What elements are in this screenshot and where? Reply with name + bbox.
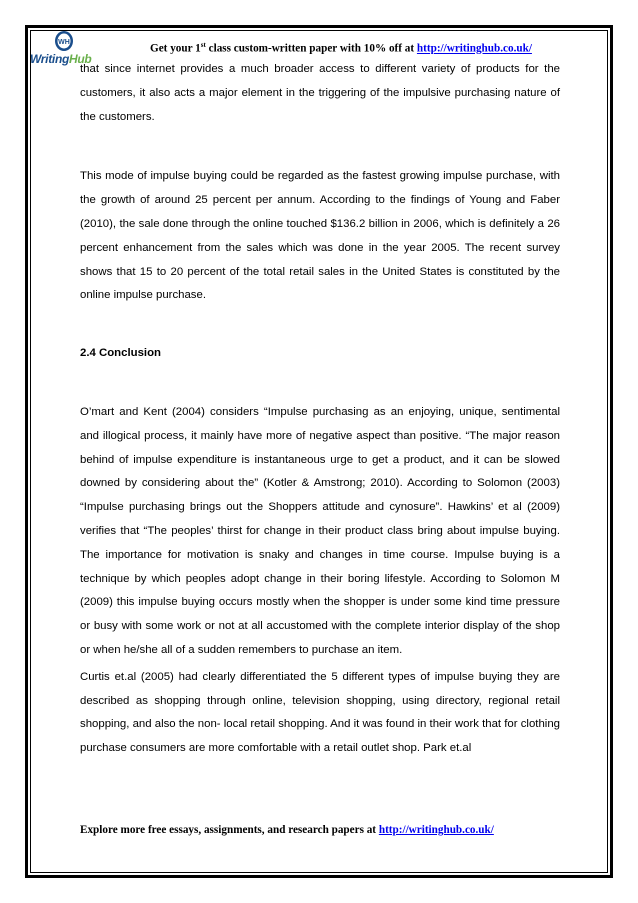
logo-text-hub: Hub: [69, 52, 92, 66]
logo-text-writing: Writing: [30, 52, 70, 66]
footer-text: Explore more free essays, assignments, and research papers at: [80, 824, 379, 836]
page-header: [150, 41, 590, 55]
section-heading: 2.4 Conclusion: [80, 347, 162, 360]
paragraph-3: O’mart and Kent (2004) considers “Impulse purchasing as an enjoying, unique, sentimental and illogical process, it mainly have more of negative aspect than positive. “The major reason behind of impulse expenditure is instantaneous urge to get a product, and it can be slowed downed by considering about the” (Kotler & Amstrong; 2010). According to Solomon (2003) “Impulse purchasing brings out the Shoppers attitude and cynosure”. Hawkins’ et al (2009) verifies that “The peoples’ thirst for change in their product class bring about impulse buying. The importance for motivation is snaky and changes in time course. Impulse buying is a technique by which peoples adopt change in their boring lifestyle. According to Solomon M (2009) this impulse buying occurs mostly when the shopper is under some kind time pressure or busy with some work or not at all accustomed with the complete interior display of the shop or when he/she all of a sudden remembers to purchase an item.: [80, 405, 560, 656]
paragraph-4: Curtis et.al (2005) had clearly differentiated the 5 different types of impulse buying they are described as shopping through online, television shopping, using directory, regional retail shopping, and also the non- local retail shopping. And it was found in their work that for clothing purchase consumers are more comfortable with a retail outlet shop. Park et.al: [80, 670, 560, 755]
header-text-start: Get your 1: [150, 42, 201, 55]
logo-badge-text: WH: [58, 39, 70, 46]
page-footer: [80, 824, 494, 836]
logo-badge-icon: [28, 28, 96, 54]
paragraph-2: This mode of impulse buying could be regarded as the fastest growing impulse purchase, with the growth of around 25 percent per annum. According to the findings of Young and Faber (2010), the sale done through the online touched $136.2 billion in 2006, which is definitely a 26 percent enhancement from the sales which was done in the year 2005. The recent survey shows that 15 to 20 percent of the total retail sales in the United States is constituted by the online impulse purchase.: [80, 170, 560, 302]
header-text-end: class custom-written paper with 10% off at: [205, 42, 417, 55]
footer-link[interactable]: http://writinghub.co.uk/: [378, 824, 494, 836]
header-link[interactable]: http://writinghub.co.uk/: [416, 42, 532, 55]
paragraph-1: that since internet provides a much broader access to different variety of products for the customers, it also acts a major element in the triggering of the impulsive purchasing nature of the customers.: [80, 63, 560, 123]
header-superscript: st: [200, 41, 206, 49]
document-body: [80, 58, 560, 761]
